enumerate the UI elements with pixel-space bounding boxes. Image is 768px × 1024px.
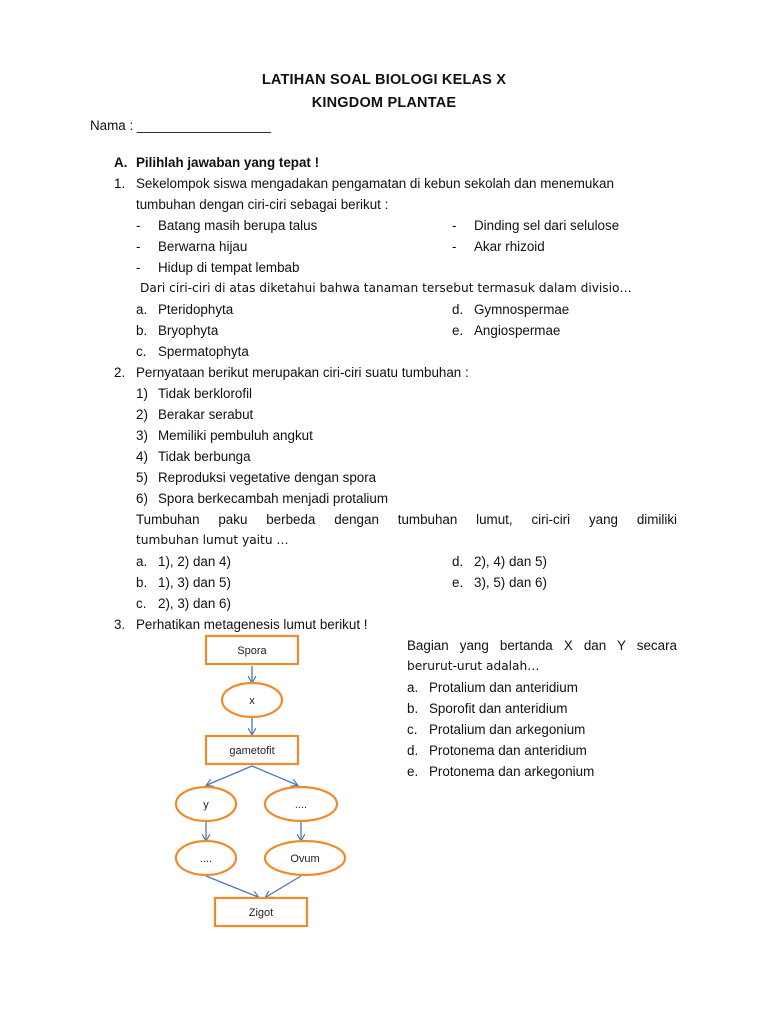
q3-number: 3.: [114, 617, 126, 632]
q2-item-number: 1): [136, 386, 148, 401]
q2-item: Tidak berklorofil: [158, 386, 253, 401]
q1-bullet: Batang masih berupa talus: [158, 218, 318, 233]
q1-bullet: Akar rhizoid: [474, 239, 545, 254]
q1-bullet: Dinding sel dari selulose: [474, 218, 620, 233]
page-title: LATIHAN SOAL BIOLOGI KELAS X: [261, 72, 507, 88]
q2-option-letter: a.: [136, 554, 148, 569]
node-gametofit-label: gametofit: [229, 745, 275, 757]
node-blank-right-label: ....: [294, 799, 308, 811]
node-y-label: y: [203, 799, 209, 811]
q2-option-a: 1), 2) dan 4): [158, 554, 231, 569]
bullet-dash: -: [136, 218, 141, 233]
q2-item: Berakar serabut: [158, 407, 254, 422]
q1-option-letter: e.: [452, 323, 464, 338]
section-letter: A.: [114, 155, 128, 170]
q3-option-b: Sporofit dan anteridium: [429, 701, 568, 716]
q1-option-e: Angiospermae: [474, 323, 561, 338]
q1-stem-line1: Sekelompok siswa mengadakan pengamatan di kebun sekolah dan menemukan: [136, 176, 614, 191]
q3-option-letter: b.: [407, 701, 419, 716]
node-zigot-label: Zigot: [248, 907, 274, 919]
q2-stem: Pernyataan berikut merupakan ciri-ciri suatu tumbuhan :: [136, 365, 469, 380]
q2-item-number: 2): [136, 407, 148, 422]
q2-option-letter: c.: [136, 596, 147, 611]
q2-option-c: 2), 3) dan 6): [158, 596, 231, 611]
q2-item-number: 6): [136, 491, 148, 506]
q3-option-e: Protonema dan arkegonium: [429, 764, 595, 779]
q2-item-number: 4): [136, 449, 148, 464]
q3-option-letter: c.: [407, 722, 418, 737]
q2-option-e: 3), 5) dan 6): [474, 575, 547, 590]
q2-option-letter: d.: [452, 554, 464, 569]
q1-option-c: Spermatophyta: [158, 344, 249, 359]
q1-option-a: Pteridophyta: [158, 302, 234, 317]
q2-option-letter: e.: [452, 575, 464, 590]
q1-option-letter: c.: [136, 344, 147, 359]
metagenesis-diagram: [160, 630, 360, 930]
q1-option-letter: d.: [452, 302, 464, 317]
q3-option-letter: d.: [407, 743, 419, 758]
q2-question-line1: Tumbuhan paku berbeda dengan tumbuhan lumut, ciri-ciri yang dimiliki: [136, 512, 677, 527]
q3-question-line2: berurut-urut adalah…: [407, 659, 540, 673]
bullet-dash: -: [136, 239, 141, 254]
node-ovum-label: Ovum: [290, 853, 320, 865]
arrow-gametofit-to-blank: [252, 766, 297, 785]
q3-question-line1: Bagian yang bertanda X dan Y secara: [407, 638, 677, 653]
q2-item: Spora berkecambah menjadi protalium: [158, 491, 388, 506]
q1-bullet: Hidup di tempat lembab: [158, 260, 300, 275]
q1-option-letter: b.: [136, 323, 148, 338]
q2-option-b: 1), 3) dan 5): [158, 575, 231, 590]
q2-item-number: 3): [136, 428, 148, 443]
node-x-label: x: [249, 695, 255, 707]
bullet-dash: -: [452, 218, 457, 233]
q2-number: 2.: [114, 365, 126, 380]
arrow-ovum-to-zigot: [266, 876, 301, 897]
q1-question: Dari ciri-ciri di atas diketahui bahwa tanaman tersebut termasuk dalam divisio…: [140, 281, 632, 295]
q1-option-d: Gymnospermae: [474, 302, 570, 317]
q3-option-a: Protalium dan anteridium: [429, 680, 578, 695]
q3-option-c: Protalium dan arkegonium: [429, 722, 586, 737]
q2-item: Tidak berbunga: [158, 449, 251, 464]
q2-item: Memiliki pembuluh angkut: [158, 428, 313, 443]
q3-option-d: Protonema dan anteridium: [429, 743, 587, 758]
q1-option-letter: a.: [136, 302, 148, 317]
q3-option-letter: a.: [407, 680, 419, 695]
q2-item: Reproduksi vegetative dengan spora: [158, 470, 377, 485]
q2-option-d: 2), 4) dan 5): [474, 554, 547, 569]
arrow-gametofit-to-y: [207, 766, 252, 785]
q1-stem-line2: tumbuhan dengan ciri-ciri sebagai berikut :: [136, 197, 389, 212]
bullet-dash: -: [452, 239, 457, 254]
bullet-dash: -: [136, 260, 141, 275]
node-spora-label: Spora: [237, 645, 267, 657]
q2-question-line2: tumbuhan lumut yaitu …: [136, 533, 289, 547]
page-subtitle: KINGDOM PLANTAE: [311, 95, 457, 111]
q1-option-b: Bryophyta: [158, 323, 219, 338]
q1-bullet: Berwarna hijau: [158, 239, 248, 254]
node-blank-left-label: ....: [199, 853, 213, 865]
q2-item-number: 5): [136, 470, 148, 485]
name-field: Nama : __________________: [90, 118, 271, 133]
q2-option-letter: b.: [136, 575, 148, 590]
section-instruction: Pilihlah jawaban yang tepat !: [136, 155, 320, 170]
q3-option-letter: e.: [407, 764, 419, 779]
q1-number: 1.: [114, 176, 126, 191]
arrow-blank-to-zigot: [206, 876, 258, 897]
q3-stem: Perhatikan metagenesis lumut berikut !: [136, 617, 368, 632]
